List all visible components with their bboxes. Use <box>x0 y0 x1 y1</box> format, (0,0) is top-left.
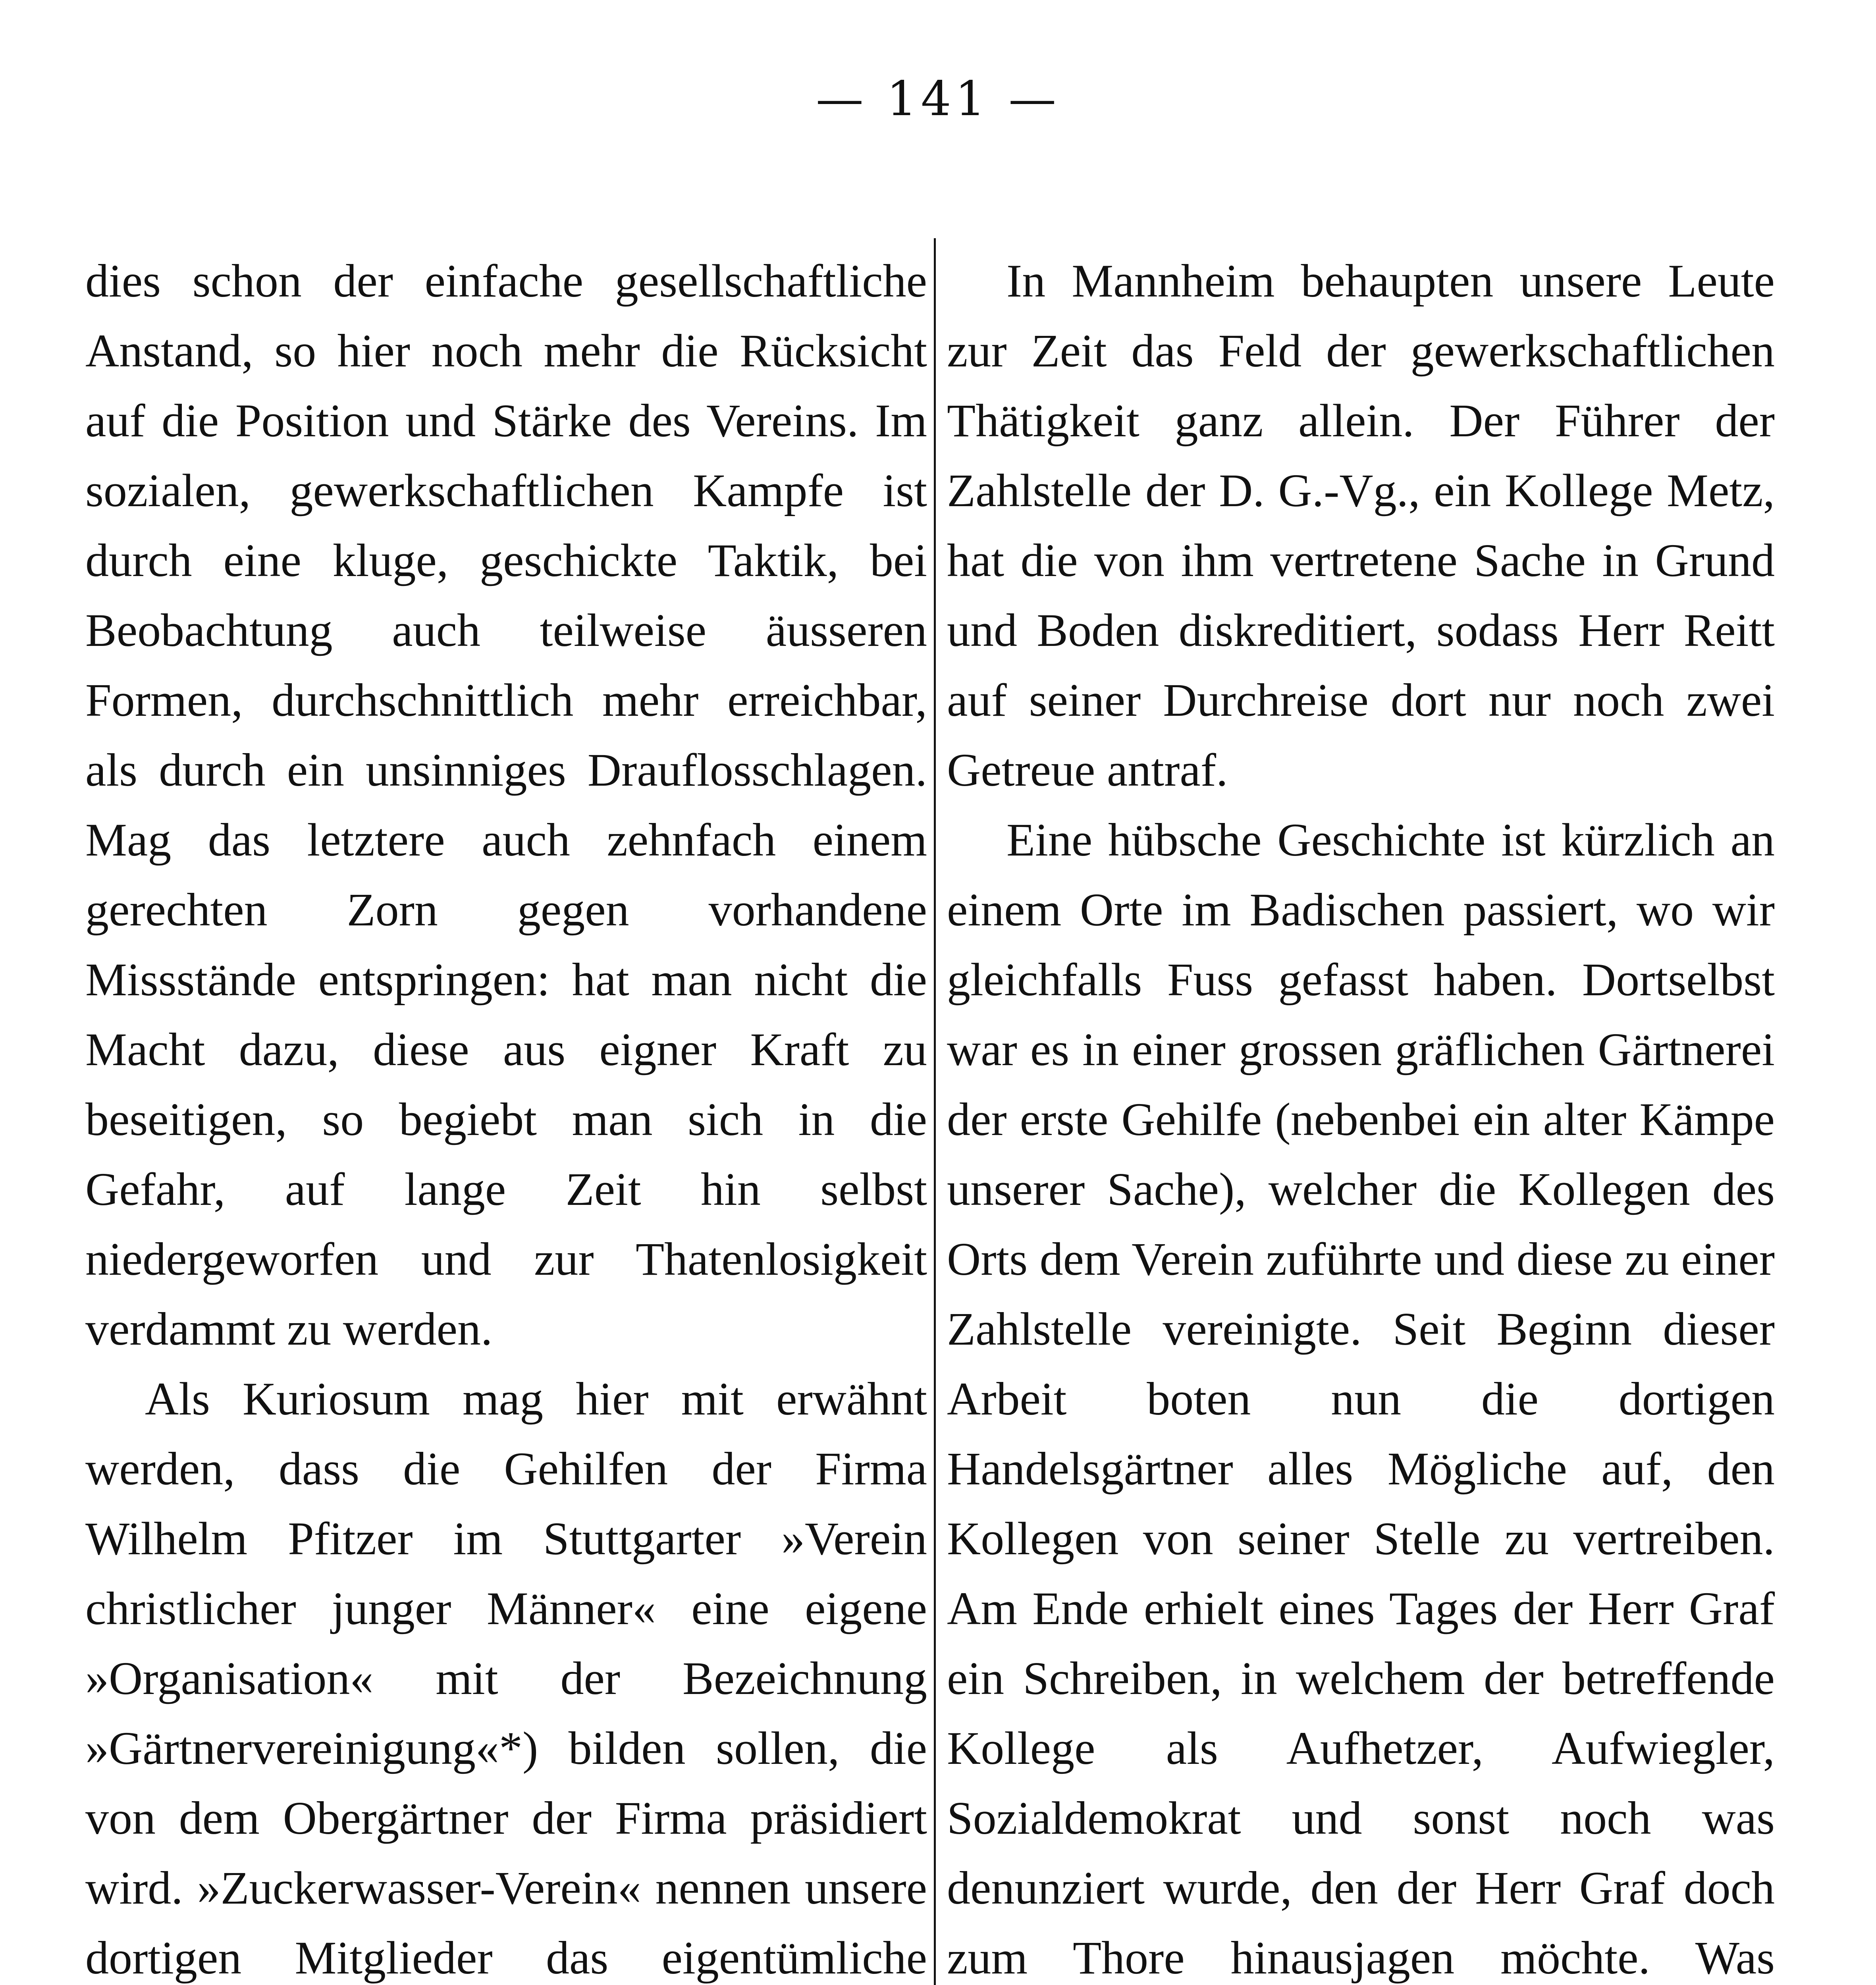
paragraph: Eine hübsche Geschichte ist kürzlich an einem Orte im Badischen passiert, wo wir gleichfalls Fuss gefasst haben. Dortselbst war es in einer grossen gräflichen Gärtnerei der erste Gehilfe (nebenbei ein alter Kämpe unserer Sache), welcher die Kollegen des Orts dem Verein zuführte und diese zu einer Zahlstelle vereinigte. Seit Beginn dieser Arbeit boten nun die dortigen Handelsgärtner alles Mögliche auf, den Kollegen von seiner Stelle zu vertreiben. Am Ende erhielt eines Tages der Herr Graf ein Schreiben, in welchem der betreffende Kollege als Aufhetzer, Aufwiegler, Sozialdemokrat und sonst noch was denunziert wurde, den der Herr Graf doch zum Thore hinausjagen möchte. Was <box>947 814 1775 1984</box>
right-column <box>947 246 1775 1985</box>
paragraph: Als Kuriosum mag hier mit erwähnt werden, dass die Gehilfen der Firma Wilhelm Pfitzer im Stuttgarter »Verein christlicher junger Männer« eine eigene »Organisation« mit der Bezeichnung »Gärtnervereinigung«*) bilden sollen, die von dem Obergärtner der Firma präsidiert wird. »Zuckerwasser-Verein« nennen unsere dortigen Mitglieder das eigentümliche <box>85 1373 927 1984</box>
paragraph: In Mannheim behaupten unsere Leute zur Zeit das Feld der gewerkschaftlichen Thätigkeit ganz allein. Der Führer der Zahlstelle der D. G.-Vg., ein Kollege Metz, hat die von ihm vertretene Sache in Grund und Boden diskreditiert, sodass Herr Reitt auf seiner Durchreise dort nur noch zwei Getreue antraf. <box>947 255 1775 796</box>
page-number: — 141 — <box>816 71 1060 127</box>
paragraph: dies schon der einfache gesellschaftliche Anstand, so hier noch mehr die Rücksicht auf die Position und Stärke des Vereins. Im sozialen, gewerkschaftlichen Kampfe ist durch eine kluge, geschickte Taktik, bei Beobachtung auch teilweise äusseren Formen, durchschnittlich mehr erreichbar, als durch ein unsinniges Drauflosschlagen. Mag das letztere auch zehnfach einem gerechten Zorn gegen vorhandene Missstände entspringen: hat man nicht die Macht dazu, diese aus eigner Kraft zu beseitigen, so begiebt man sich in die Gefahr, auf lange Zeit hin selbst niedergeworfen und zur Thatenlosigkeit verdammt zu werden. <box>85 255 927 1355</box>
column-divider <box>934 238 936 1985</box>
left-column <box>85 246 927 1985</box>
